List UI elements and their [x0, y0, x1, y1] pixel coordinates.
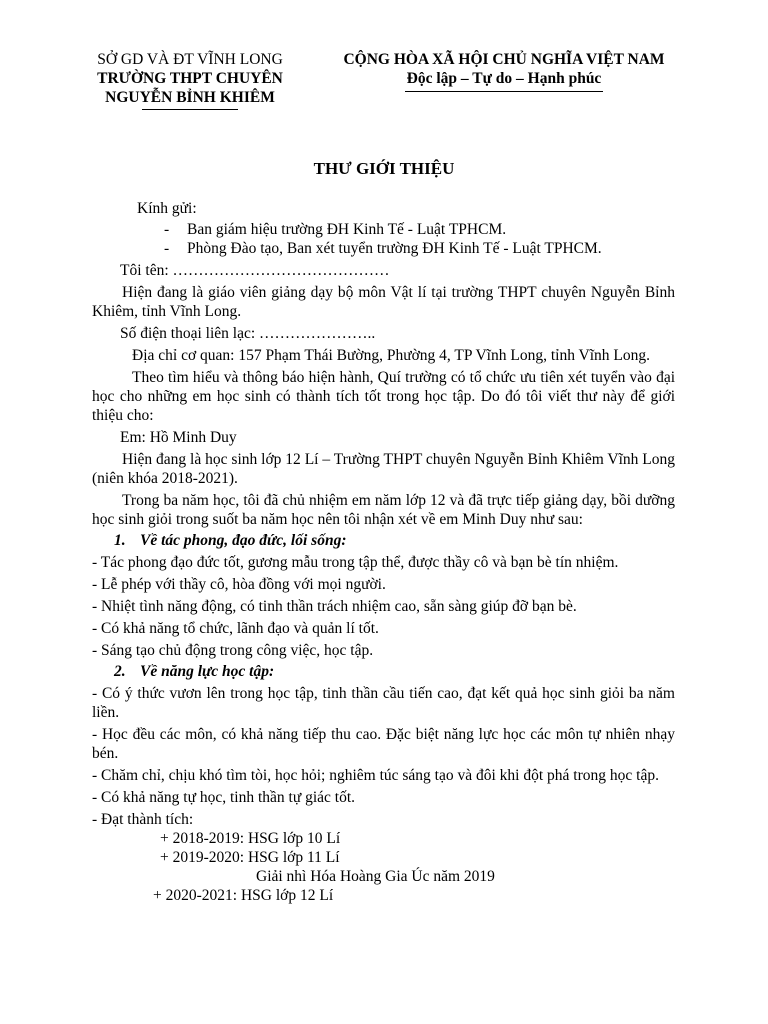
- section-heading: [92, 531, 675, 550]
- section-heading-text: Về tác phong, đạo đức, lối sống:: [140, 532, 347, 549]
- student-info: Hiện đang là học sinh lớp 12 Lí – Trường THPT chuyên Nguyễn Bỉnh Khiêm Vĩnh Long (niên khóa 2018-2021).: [92, 451, 675, 487]
- school-header: [80, 50, 300, 110]
- address-line: Địa chỉ cơ quan: 157 Phạm Thái Bường, Phường 4, TP Vĩnh Long, tỉnh Vĩnh Long.: [132, 347, 651, 364]
- document-title: THƯ GIỚI THIỆU: [313, 159, 455, 178]
- dash-marker: -: [164, 240, 170, 257]
- list-item: - Có khả năng tổ chức, lãnh đạo và quản lí tốt.: [92, 620, 379, 637]
- recipient-text: Phòng Đào tạo, Ban xét tuyển trường ĐH Kinh Tế - Luật TPHCM.: [187, 240, 602, 257]
- list-item: - Lễ phép với thầy cô, hòa đồng với mọi người.: [92, 576, 386, 593]
- national-motto: Độc lập – Tự do – Hạnh phúc: [406, 70, 602, 87]
- recipient-item: [92, 220, 675, 239]
- achievement-item: Giải nhì Hóa Hoàng Gia Úc năm 2019: [256, 868, 495, 885]
- list-item: - Học đều các môn, có khả năng tiếp thu cao. Đặc biệt năng lực học các môn tự nhiên nhạy bén.: [92, 726, 675, 762]
- header-right-underline: [405, 91, 603, 92]
- student-name: Em: Hồ Minh Duy: [120, 429, 237, 446]
- list-item: - Nhiệt tình năng động, có tinh thần trách nhiệm cao, sẵn sàng giúp đỡ bạn bè.: [92, 598, 577, 615]
- country-name: CỘNG HÒA XÃ HỘI CHỦ NGHĨA VIỆT NAM: [343, 51, 665, 68]
- letter-body: [92, 199, 675, 905]
- section-heading: [92, 662, 675, 681]
- greeting: Kính gửi:: [137, 200, 197, 217]
- national-header: [318, 50, 690, 92]
- phone-line: Số điện thoại liên lạc: …………………..: [120, 325, 376, 342]
- section-number: 2.: [114, 663, 126, 680]
- purpose-paragraph: Theo tìm hiểu và thông báo hiện hành, Quí trường có tổ chức ưu tiên xét tuyển vào đại học cho những em học sinh có thành tích tốt trong học tập. Do đó tôi viết thư này để giới thiệu cho:: [92, 369, 675, 424]
- recipient-text: Ban giám hiệu trường ĐH Kinh Tế - Luật TPHCM.: [187, 221, 507, 238]
- dash-marker: -: [164, 221, 170, 238]
- achievement-item: + 2019-2020: HSG lớp 11 Lí: [160, 849, 340, 866]
- achievement-item: + 2020-2021: HSG lớp 12 Lí: [153, 887, 334, 904]
- recipient-item: [92, 239, 675, 258]
- list-item: - Chăm chỉ, chịu khó tìm tòi, học hỏi; nghiêm túc sáng tạo và đôi khi đột phá trong học tập.: [92, 767, 659, 784]
- list-item: - Có khả năng tự học, tinh thần tự giác tốt.: [92, 789, 356, 806]
- department-name: SỞ GD VÀ ĐT VĨNH LONG: [97, 51, 283, 68]
- relation-paragraph: Trong ba năm học, tôi đã chủ nhiệm em năm lớp 12 và đã trực tiếp giảng dạy, bồi dưỡng học sinh giỏi trong suốt ba năm học nên tôi nhận xét về em Minh Duy như sau:: [92, 492, 675, 528]
- school-name-line2: NGUYỄN BỈNH KHIÊM: [105, 89, 275, 106]
- teacher-job-line: Hiện đang là giáo viên giảng dạy bộ môn Vật lí tại trường THPT chuyên Nguyễn Bỉnh Khiêm, tỉnh Vĩnh Long.: [92, 284, 675, 320]
- school-name-line1: TRƯỜNG THPT CHUYÊN: [97, 70, 283, 87]
- list-item: - Sáng tạo chủ động trong công việc, học tập.: [92, 642, 374, 659]
- teacher-name-line: Tôi tên: ……………………………………: [120, 262, 390, 279]
- header-left-underline: [142, 109, 238, 110]
- list-item: - Có ý thức vươn lên trong học tập, tinh thần cầu tiến cao, đạt kết quả học sinh giỏi ba năm liền.: [92, 685, 675, 721]
- list-item: - Tác phong đạo đức tốt, gương mẫu trong tập thể, được thầy cô và bạn bè tín nhiệm.: [92, 554, 619, 571]
- list-item: - Đạt thành tích:: [92, 811, 194, 828]
- section-heading-text: Về năng lực học tập:: [140, 663, 275, 680]
- achievement-item: + 2018-2019: HSG lớp 10 Lí: [160, 830, 341, 847]
- section-number: 1.: [114, 532, 126, 549]
